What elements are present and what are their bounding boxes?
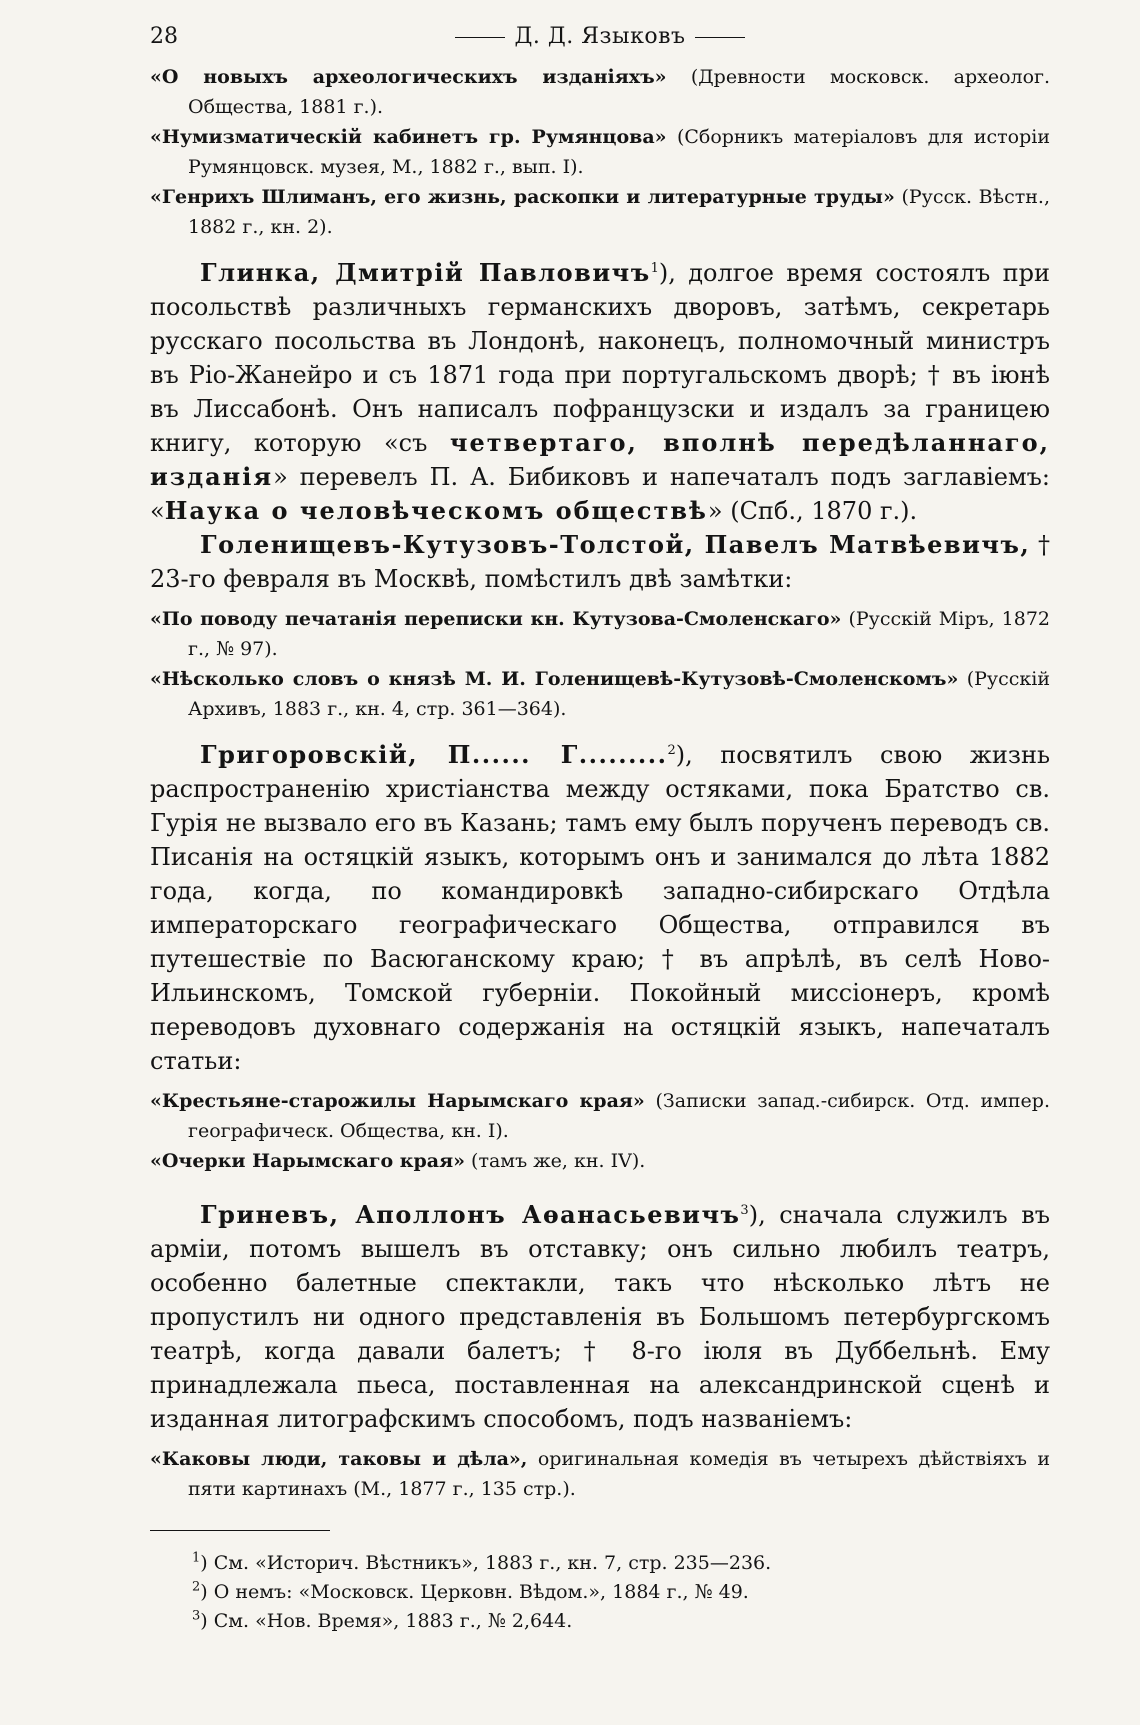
entry-name: Голенищевъ-Кутузовъ-Толстой, Павелъ Матвѣевичъ, — [200, 530, 1031, 559]
reference-entry: «О новыхъ археологическихъ изданіяхъ» (Древности московск. археолог. Общества, 1881 г.). — [150, 66, 1051, 118]
entry-grigorovsky: Григоровскій, П...... Г.........$^2$), посвятилъ свою жизнь распространенію христіанства между остяками, пока Братство св. Гурія не вызвало его въ Казань; тамъ ему былъ порученъ переводъ св. Писанія на остяцкій языкъ, которымъ онъ и занимался до лѣта 1882 года, когда, по командировкѣ западно-сибирскаго Отдѣла императорскаго географическаго Общества, отправился въ путешествіе по Васюганскому краю; † въ апрѣлѣ, въ селѣ Ново-Ильинскомъ, Томской губерніи. Покойный миссіонеръ, кромѣ переводовъ духовнаго содержанія на остяцкій языкъ, напечаталъ статьи: — [150, 740, 1051, 1075]
reference-entry: «Каковы люди, таковы и дѣла», оригинальная комедія въ четырехъ дѣйствіяхъ и пяти картинахъ (М., 1877 г., 135 стр.). — [150, 1448, 1051, 1500]
reference-entry: «По поводу печатанія переписки кн. Кутузова-Смоленскаго» (Русскій Міръ, 1872 г., № 97). — [150, 608, 1051, 660]
footnote-divider — [150, 1530, 330, 1531]
reference-entry: «Нумизматическій кабинетъ гр. Румянцова» (Сборникъ матеріаловъ для исторіи Румянцовск. музея, М., 1882 г., вып. I). — [150, 126, 1050, 178]
entry-name: Григоровскій, П...... Г......... — [200, 740, 668, 769]
book-page — [150, 18, 1050, 1636]
entry-name: Глинка, Дмитрій Павловичъ — [200, 258, 651, 287]
footnote: $^3$) См. «Нов. Время», 1883 г., № 2,644. — [192, 1608, 573, 1632]
entry-golenishchev: Голенищевъ-Кутузовъ-Толстой, Павелъ Матвѣевичъ, † 23-го февраля въ Москвѣ, помѣстилъ двѣ замѣтки: — [150, 530, 1050, 593]
running-head — [150, 24, 1050, 49]
header-dash-left — [455, 37, 505, 38]
entry-name: Гриневъ, Аполлонъ Аѳанасьевичъ — [200, 1200, 741, 1229]
header-dash-right — [695, 37, 745, 38]
reference-entry: «Крестьяне-старожилы Нарымскаго края» (Записки запад.-сибирск. Отд. импер. географическ. Общества, кн. I). — [150, 1090, 1050, 1142]
entry-grinev: Гриневъ, Аполлонъ Аѳанасьевичъ$^3$), сначала служилъ въ арміи, потомъ вышелъ въ отставку; онъ сильно любилъ театръ, особенно балетные спектакли, такъ что нѣсколько лѣтъ не пропустилъ ни одного представленія въ Большомъ петербургскомъ театрѣ, когда давали балетъ; † 8-го іюля въ Дуббельнѣ. Ему принадлежала пьеса, поставленная на александринской сценѣ и изданная литографскимъ способомъ, подъ названіемъ: — [150, 1200, 1050, 1433]
footnote: $^2$) О немъ: «Московск. Церковн. Вѣдом.», 1884 г., № 49. — [192, 1579, 749, 1603]
reference-entry: «Нѣсколько словъ о князѣ М. И. Голенищевѣ-Кутузовѣ-Смоленскомъ» (Русскій Архивъ, 1883 г., кн. 4, стр. 361—364). — [150, 668, 1050, 720]
footnote-mark: 2 — [667, 743, 676, 758]
running-title: Д. Д. Языковъ — [514, 24, 686, 49]
footnote-mark: 3 — [740, 1203, 749, 1218]
page-number: 28 — [150, 24, 178, 49]
footnote: $^1$) См. «Историч. Вѣстникъ», 1883 г., кн. 7, стр. 235—236. — [192, 1550, 772, 1574]
entry-glinka: Глинка, Дмитрій Павловичъ$^1$), долгое время состоялъ при посольствѣ различныхъ германскихъ дворовъ, затѣмъ, секретарь русскаго посольства въ Лондонѣ, наконецъ, полномочный министръ въ Ріо-Жанейро и съ 1871 года при португальскомъ дворѣ; † въ іюнѣ въ Лиссабонѣ. Онъ написалъ пофранцузски и издалъ за границею книгу, которую «съ четвертаго, вполнѣ передѣланнаго, изданія» перевелъ П. А. Бибиковъ и напечаталъ подъ заглавіемъ: «Наука о человѣческомъ обществѣ» (Спб., 1870 г.). — [150, 258, 1050, 525]
page-header — [150, 18, 1050, 62]
reference-entry: «Очерки Нарымскаго края» (тамъ же, кн. IV). — [150, 1150, 646, 1172]
reference-entry: «Генрихъ Шлиманъ, его жизнь, раскопки и литературные труды» (Русск. Вѣстн., 1882 г., кн. 2). — [150, 186, 1050, 238]
footnote-mark: 1 — [650, 261, 659, 276]
